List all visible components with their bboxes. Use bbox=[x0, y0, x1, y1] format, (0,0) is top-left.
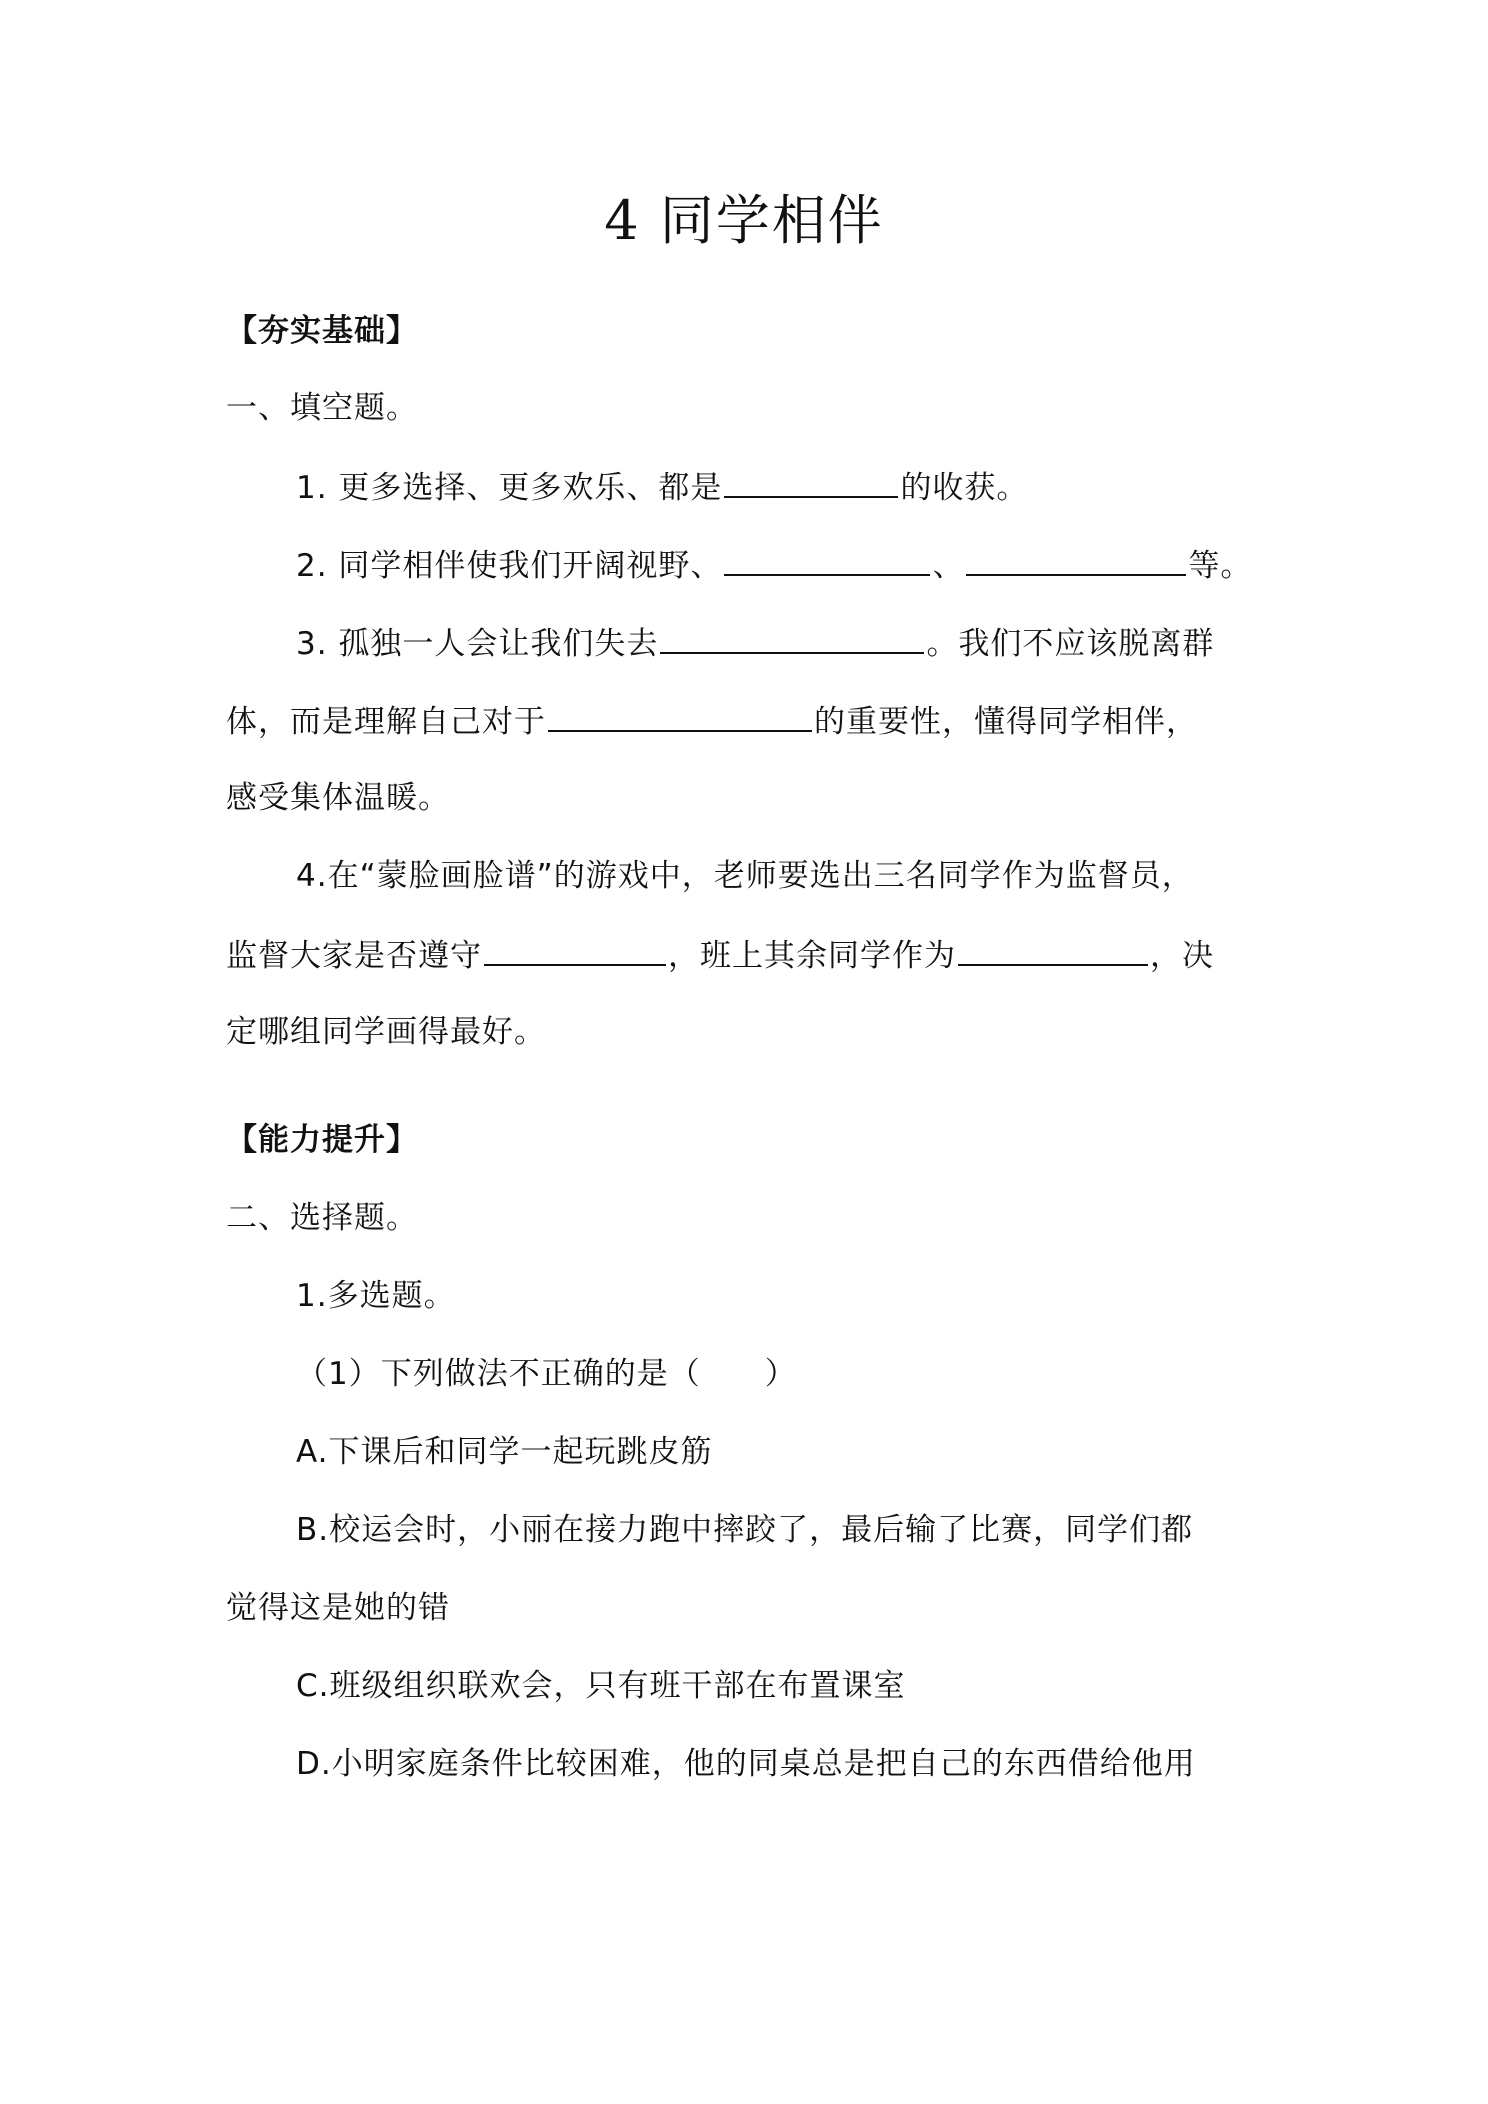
multiple-choice-label: 1.多选题。 bbox=[296, 1278, 456, 1314]
question-2 bbox=[296, 538, 1252, 590]
question-4-line-1: 4.在“蒙脸画脸谱”的游戏中，老师要选出三名同学作为监督员， bbox=[296, 858, 1194, 894]
answer-blank[interactable] bbox=[958, 928, 1148, 966]
page-title: 4 同学相伴 bbox=[604, 189, 884, 252]
question-text: 等。 bbox=[1188, 548, 1253, 584]
question-4-line-3: 定哪组同学画得最好。 bbox=[226, 1014, 546, 1050]
sub-question-1: （1）下列做法不正确的是（ ） bbox=[296, 1356, 797, 1392]
answer-blank[interactable] bbox=[660, 616, 924, 654]
question-3-line-1 bbox=[296, 616, 1214, 668]
option-b-line-1[interactable]: B.校运会时，小丽在接力跑中摔跤了，最后输了比赛，同学们都 bbox=[296, 1512, 1194, 1548]
answer-blank[interactable] bbox=[724, 460, 898, 498]
question-text: 的重要性，懂得同学相伴， bbox=[814, 704, 1198, 740]
question-text: 。我们不应该脱离群 bbox=[926, 626, 1215, 662]
section-heading-ability: 【能力提升】 bbox=[226, 1122, 418, 1158]
section-heading-basics: 【夯实基础】 bbox=[226, 313, 418, 349]
question-text: 1. 更多选择、更多欢乐、都是 bbox=[296, 470, 723, 506]
option-a[interactable]: A.下课后和同学一起玩跳皮筋 bbox=[296, 1434, 713, 1470]
question-text: 的收获。 bbox=[900, 470, 1029, 506]
answer-blank[interactable] bbox=[966, 538, 1186, 576]
answer-blank[interactable] bbox=[484, 928, 666, 966]
question-1 bbox=[296, 460, 1028, 512]
answer-blank[interactable] bbox=[724, 538, 930, 576]
question-text: ，决 bbox=[1150, 938, 1214, 974]
question-text: 2. 同学相伴使我们开阔视野、 bbox=[296, 548, 723, 584]
question-4-line-2 bbox=[226, 928, 1214, 980]
option-b-line-2[interactable]: 觉得这是她的错 bbox=[226, 1590, 450, 1626]
question-text: ，班上其余同学作为 bbox=[668, 938, 956, 974]
part-title-fill-blank: 一、填空题。 bbox=[226, 390, 418, 426]
question-3-line-3: 感受集体温暖。 bbox=[226, 780, 450, 816]
question-text: 3. 孤独一人会让我们失去 bbox=[296, 626, 659, 662]
option-c[interactable]: C.班级组织联欢会，只有班干部在布置课室 bbox=[296, 1668, 906, 1704]
option-d[interactable]: D.小明家庭条件比较困难，他的同桌总是把自己的东西借给他用 bbox=[296, 1746, 1196, 1782]
question-3-line-2 bbox=[226, 694, 1198, 746]
part-title-choice: 二、选择题。 bbox=[226, 1200, 418, 1236]
question-text: 监督大家是否遵守 bbox=[226, 938, 482, 974]
question-text: 、 bbox=[932, 548, 965, 584]
question-text: 体，而是理解自己对于 bbox=[226, 704, 546, 740]
answer-blank[interactable] bbox=[548, 694, 812, 732]
